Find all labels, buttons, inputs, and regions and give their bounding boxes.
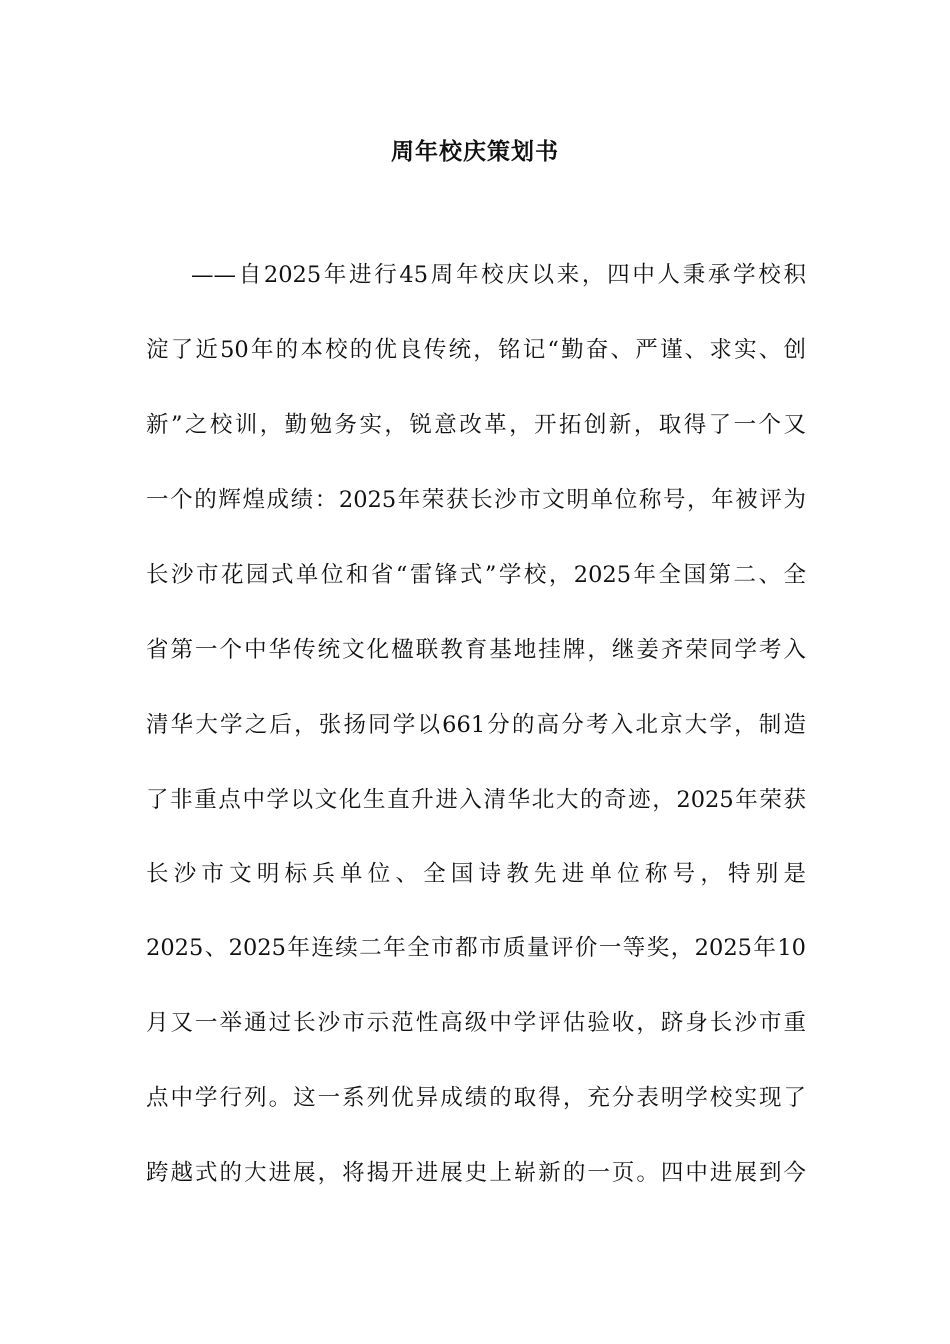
body-line-1: ——自2025年进行45周年校庆以来，四中人秉承学校积 bbox=[191, 262, 806, 288]
body-line-6: 省第一个中华传统文化楹联教育基地挂牌，继姜齐荣同学考入 bbox=[146, 637, 806, 663]
body-line-8: 了非重点中学以文化生直升进入清华北大的奇迹，2025年荣获 bbox=[146, 787, 806, 813]
body-line-10: 2025、2025年连续二年全市都市质量评价一等奖，2025年10 bbox=[146, 935, 806, 961]
body-line-11: 月又一举通过长沙市示范性高级中学评估验收，跻身长沙市重 bbox=[146, 1010, 806, 1036]
body-line-2: 淀了近50年的本校的优良传统，铭记“勤奋、严谨、求实、创 bbox=[146, 337, 806, 363]
document-title: 周年校庆策划书 bbox=[391, 138, 559, 165]
body-line-7: 清华大学之后，张扬同学以661分的高分考入北京大学，制造 bbox=[146, 712, 806, 738]
body-line-3: 新”之校训，勤勉务实，锐意改革，开拓创新，取得了一个又 bbox=[146, 412, 806, 438]
body-line-5: 长沙市花园式单位和省“雷锋式”学校，2025年全国第二、全 bbox=[146, 562, 806, 588]
body-line-4: 一个的辉煌成绩：2025年荣获长沙市文明单位称号，年被评为 bbox=[146, 487, 806, 513]
body-line-13: 跨越式的大进展，将揭开进展史上崭新的一页。四中进展到今 bbox=[146, 1160, 806, 1186]
body-line-12: 点中学行列。这一系列优异成绩的取得，充分表明学校实现了 bbox=[146, 1085, 806, 1111]
body-line-9: 长沙市文明标兵单位、全国诗教先进单位称号，特别是 bbox=[146, 861, 806, 887]
